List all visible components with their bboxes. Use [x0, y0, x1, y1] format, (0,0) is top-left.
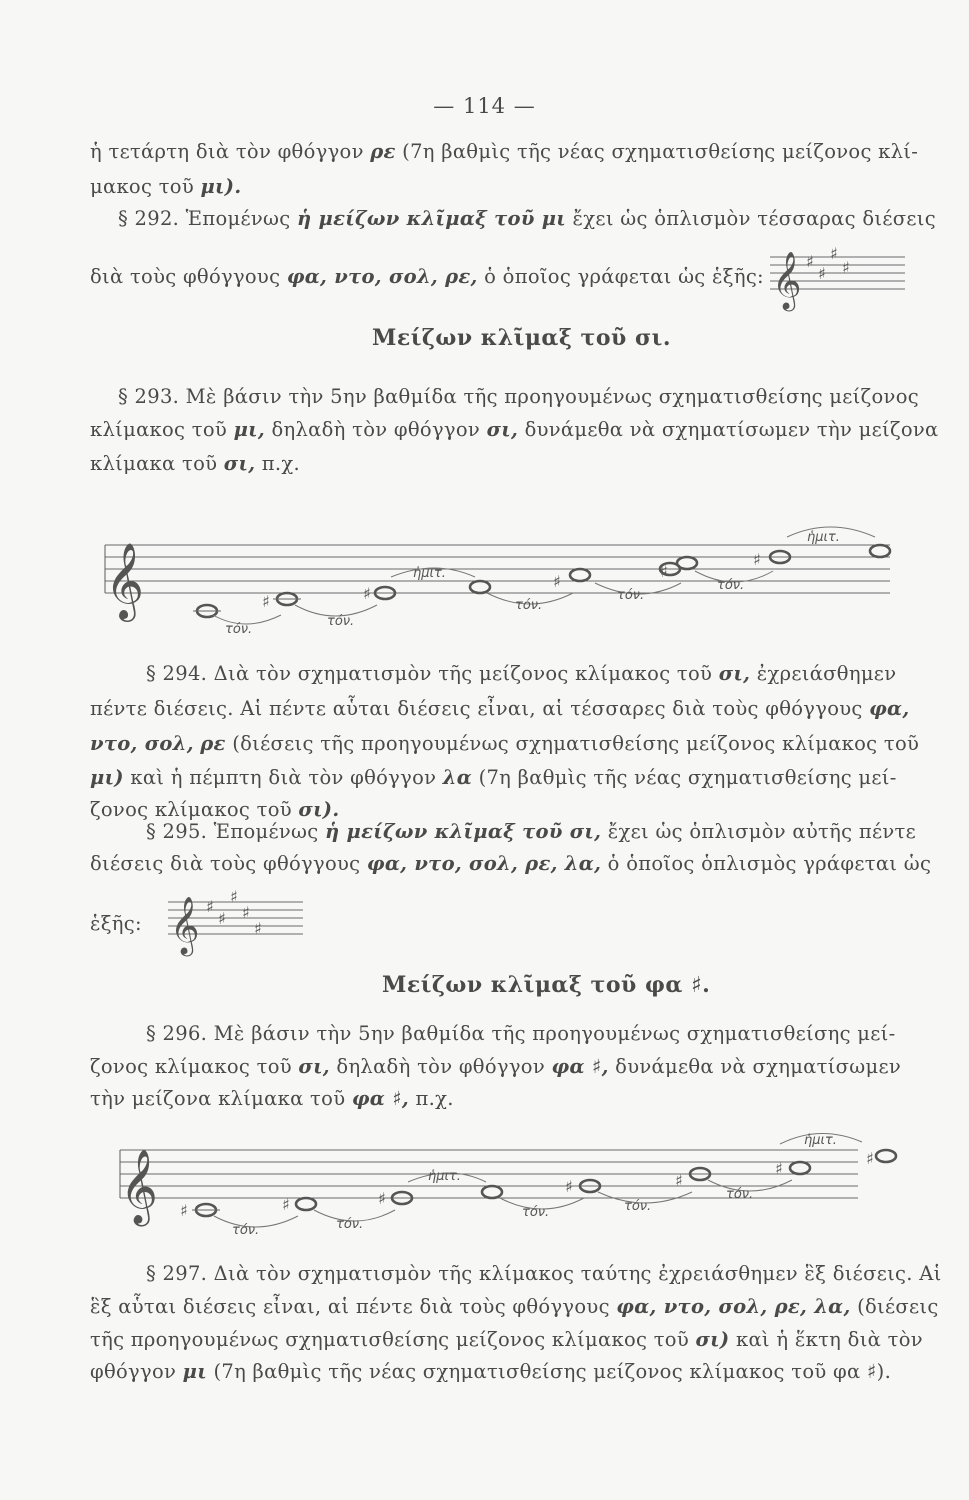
- text-run: § 292. Ἑπομένως: [118, 207, 291, 230]
- text-line: [90, 418, 939, 441]
- text-line: [90, 1055, 901, 1078]
- sharp-icon: ♯: [363, 584, 371, 603]
- note: [193, 605, 221, 617]
- tone-label: τόν.: [617, 588, 645, 603]
- music-staff-b-major: [95, 515, 895, 645]
- sharp-icon: ♯: [553, 572, 561, 591]
- text-run: § 295. Ἑπομένως: [146, 820, 319, 843]
- note-names: φα, ντο, σολ, ρε, λα,: [366, 852, 602, 875]
- sharp-icon: ♯: [818, 264, 826, 283]
- sharp-icon: ♯: [660, 562, 668, 581]
- text-run: ἓξ αὗται διέσεις εἶναι, αἱ πέντε διὰ τοὺς φθόγγους: [90, 1295, 610, 1318]
- sharp-icon: ♯: [254, 919, 262, 938]
- treble-clef-icon: 𝄞: [105, 542, 145, 619]
- note-name: σι): [695, 1328, 730, 1351]
- sharp-icon: ♯: [262, 592, 270, 611]
- note: [870, 545, 890, 557]
- text-run: τὴν μείζονα κλίμακα τοῦ: [90, 1087, 346, 1110]
- text-run: καὶ ἡ ἕκτη διὰ τὸν: [735, 1328, 923, 1351]
- sharp-icon: ♯: [830, 244, 838, 263]
- text-run: διὰ τοὺς φθόγγους: [90, 265, 281, 288]
- text-line: [90, 265, 764, 288]
- text-line: [90, 140, 918, 163]
- text-run: φθόγγον: [90, 1360, 177, 1383]
- note-name: μι: [182, 1360, 207, 1383]
- sharp-icon: ♯: [206, 897, 214, 916]
- text-run: (7η βαθμὶς τῆς νέας σχηματισθείσης μεί-: [478, 766, 897, 789]
- note: [553, 569, 590, 591]
- note-names: φα, ντο, σολ, ρε,: [286, 265, 478, 288]
- text-run: πέντε διέσεις. Αἱ πέντε αὗται διέσεις εἶναι, αἱ τέσσαρες διὰ τοὺς φθόγγους: [90, 697, 863, 720]
- text-run: π.χ.: [261, 452, 301, 475]
- tone-label: τόν.: [624, 1199, 652, 1214]
- tone-label: τόν.: [327, 614, 355, 629]
- tone-label: τόν.: [726, 1187, 754, 1202]
- note: [753, 550, 790, 569]
- sharp-icon: ♯: [775, 1159, 783, 1178]
- note-name: μι,: [233, 418, 265, 441]
- text-line: [90, 452, 300, 475]
- text-run: § 294. Διὰ τὸν σχηματισμὸν τῆς μείζονος κλίμακος τοῦ: [146, 662, 713, 685]
- note: [866, 1149, 896, 1168]
- text-run: (διέσεις τῆς προηγουμένως σχηματισθείσης μείζονος κλίμακος τοῦ: [232, 732, 920, 755]
- text-line: [90, 852, 931, 875]
- section-292: [118, 207, 936, 230]
- text-run: κλίμακος τοῦ: [90, 418, 228, 441]
- note: [470, 581, 490, 593]
- note: [482, 1186, 502, 1198]
- note-name: σι,: [298, 1055, 330, 1078]
- section-296: [146, 1022, 896, 1045]
- key-signature-five-sharps: [168, 888, 308, 958]
- note-name: σι,: [486, 418, 519, 441]
- treble-clef-icon: 𝄞: [170, 896, 200, 954]
- page-number: — 114 —: [433, 94, 536, 118]
- heading-major-scale-b: Μείζων κλῖμαξ τοῦ σι.: [372, 325, 671, 351]
- text-run: ἑξῆς:: [90, 912, 142, 935]
- text-line: [90, 1295, 939, 1318]
- note-name: φα,: [869, 697, 910, 720]
- text-run: § 293. Μὲ βάσιν τὴν 5ην βαθμίδα τῆς προηγουμένως σχηματισθείσης μείζονος: [118, 385, 919, 408]
- text-run: § 297. Διὰ τὸν σχηματισμὸν τῆς κλίμακος ταύτης ἐχρειάσθημεν ἓξ διέσεις. Αἱ: [146, 1262, 942, 1285]
- text-run: δυνάμεθα νὰ σχηματίσωμεν: [615, 1055, 902, 1078]
- text-run: (διέσεις: [857, 1295, 939, 1318]
- text-run: (7η βαθμὶς τῆς νέας σχηματισθείσης μείζονος κλί-: [402, 140, 919, 163]
- text-line: [90, 697, 909, 720]
- note-name: ρε: [200, 732, 226, 755]
- text-run: διέσεις διὰ τοὺς φθόγγους: [90, 852, 361, 875]
- text-run: τῆς προηγουμένως σχηματισθείσης μείζονος κλίμακος τοῦ: [90, 1328, 689, 1351]
- note: [180, 1201, 220, 1220]
- text-run: ἔχει ὡς ὁπλισμὸν τέσσαρας διέσεις: [572, 207, 936, 230]
- text-run: ζονος κλίμακος τοῦ: [90, 1055, 292, 1078]
- sharp-icon: ♯: [866, 1149, 874, 1168]
- note: [675, 1168, 710, 1190]
- text-run: π.χ.: [415, 1087, 454, 1110]
- note-name: ρε: [370, 140, 396, 163]
- text-run: δυνάμεθα νὰ σχηματίσωμεν τὴν μείζονα: [524, 418, 939, 441]
- text-line: [90, 1360, 891, 1383]
- text-run: κλίμακα τοῦ: [90, 452, 218, 475]
- tone-label: τόν.: [225, 622, 253, 637]
- semitone-label: ἡμιτ.: [413, 566, 446, 581]
- tone-label: τόν.: [515, 598, 543, 613]
- text-line: [90, 1087, 454, 1110]
- tone-label: τόν.: [522, 1205, 550, 1220]
- text-run: ζονος κλίμακος τοῦ: [90, 798, 292, 821]
- text-line: [90, 766, 897, 789]
- text-line: [90, 175, 241, 198]
- text-run: ἔχει ὡς ὁπλισμὸν αὐτῆς πέντε: [607, 820, 917, 843]
- sharp-icon: ♯: [675, 1171, 683, 1190]
- sharp-icon: ♯: [282, 1195, 290, 1214]
- text-line: [90, 732, 919, 755]
- note-name: λα: [442, 766, 473, 789]
- tone-label: τόν.: [336, 1217, 364, 1232]
- sharp-icon: ♯: [180, 1201, 188, 1220]
- note-name: σι).: [298, 798, 340, 821]
- text-line: [90, 1328, 923, 1351]
- note-name: μι): [90, 766, 124, 789]
- sharp-icon: ♯: [565, 1177, 573, 1196]
- note-name: φα ♯,: [351, 1087, 410, 1110]
- text-run: μακος τοῦ: [90, 175, 194, 198]
- text-run: ὁ ὁποῖος γράφεται ὡς ἑξῆς:: [484, 265, 764, 288]
- note-name: μι).: [200, 175, 242, 198]
- sharp-icon: ♯: [806, 252, 814, 271]
- treble-clef-icon: 𝄞: [772, 251, 802, 309]
- semitone-label: ἡμιτ.: [807, 530, 840, 545]
- emphasis: ἡ μείζων κλῖμαξ τοῦ σι,: [324, 820, 602, 843]
- note-name: σι,: [718, 662, 751, 685]
- tone-label: τόν.: [717, 578, 745, 593]
- sharp-icon: ♯: [218, 909, 226, 928]
- section-297: [146, 1262, 942, 1285]
- semitone-label: ἡμιτ.: [804, 1133, 837, 1148]
- sharp-icon: ♯: [753, 550, 761, 569]
- text-run: ἐχρειάσθημεν: [756, 662, 897, 685]
- sharp-icon: ♯: [842, 258, 850, 277]
- semitone-label: ἡμιτ.: [428, 1169, 461, 1184]
- note-names: φα, ντο, σολ, ρε, λα,: [616, 1295, 851, 1318]
- text-run: (7η βαθμὶς τῆς νέας σχηματισθείσης μείζονος κλίμακος τοῦ φα ♯).: [213, 1360, 892, 1383]
- note: [262, 592, 301, 611]
- text-run: καὶ ἡ πέμπτη διὰ τὸν φθόγγον: [130, 766, 437, 789]
- text-run: δηλαδὴ τὸν φθόγγον: [336, 1055, 545, 1078]
- note-name: σι,: [223, 452, 256, 475]
- note-name: φα ♯,: [551, 1055, 609, 1078]
- text-run: ἡ τετάρτη διὰ τὸν φθόγγον: [90, 140, 364, 163]
- text-line: [90, 798, 339, 821]
- text-run: § 296. Μὲ βάσιν τὴν 5ην βαθμίδα τῆς προηγουμένως σχηματισθείσης μεί-: [146, 1022, 896, 1045]
- text-run: ὁ ὁποῖος ὁπλισμὸς γράφεται ὡς: [607, 852, 932, 875]
- emphasis: ἡ μείζων κλῖμαξ τοῦ μι: [296, 207, 567, 230]
- music-staff-f-sharp-major: [110, 1130, 874, 1250]
- section-295: [146, 820, 916, 843]
- key-signature-four-sharps: [770, 245, 910, 315]
- heading-major-scale-f-sharp: Μείζων κλῖμαξ τοῦ φα ♯.: [382, 972, 711, 998]
- tone-label: τόν.: [232, 1223, 260, 1238]
- treble-clef-icon: 𝄞: [120, 1150, 158, 1224]
- text-line: [90, 912, 142, 935]
- section-294: [146, 662, 896, 685]
- sharp-icon: ♯: [242, 903, 250, 922]
- section-293: [118, 385, 919, 408]
- text-run: δηλαδὴ τὸν φθόγγον: [271, 418, 481, 441]
- note-names: ντο, σολ,: [90, 732, 194, 755]
- sharp-icon: ♯: [378, 1189, 386, 1208]
- sharp-icon: ♯: [230, 887, 238, 906]
